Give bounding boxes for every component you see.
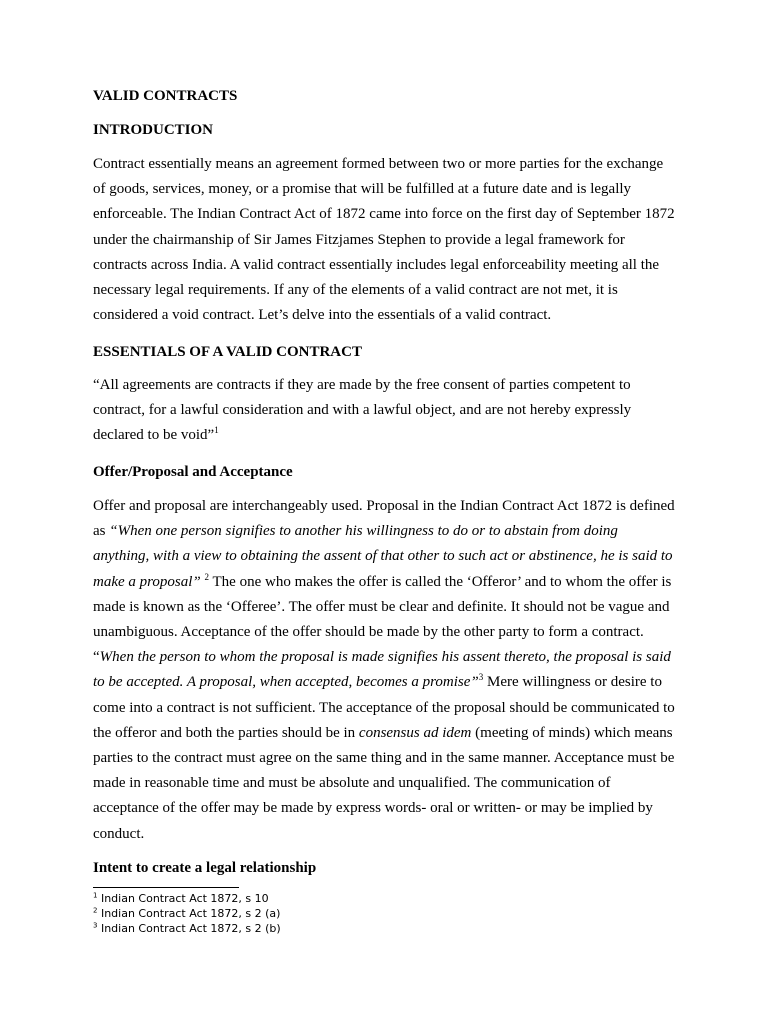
intent-heading: Intent to create a legal relationship <box>93 860 317 876</box>
footnote-2 <box>93 906 281 921</box>
footnote-number: 3 <box>93 921 98 930</box>
footnote-ref-3[interactable]: 3 <box>478 672 484 683</box>
footnote-1 <box>93 891 281 906</box>
proposal-definition: “When one person signifies to another his willingness to do or to abstain from doing anything, with a view to obtaining the assent of that other to such act or abstinence, he is said to make a proposal” <box>93 523 673 590</box>
footnote-separator <box>93 887 239 888</box>
footnote-number: 1 <box>93 891 98 900</box>
document-title: VALID CONTRACTS <box>93 88 238 104</box>
footnote-text: Indian Contract Act 1872, s 2 (b) <box>97 922 281 935</box>
offer-text-4: (meeting of minds) which means parties to the contract must agree on the same thing and in the same manner. Acceptance must be made in reasonable time and must be absolute and unqualified. The communication of acceptance of the offer may be made by express words- oral or written- or may be implied by conduct. <box>93 724 675 842</box>
offer-text-1: Offer and proposal are interchangeably used. Proposal in the Indian Contract Act 1872 is defined as <box>93 498 675 540</box>
footnote-ref-2[interactable]: 2 <box>204 571 210 582</box>
quote-text: “All agreements are contracts if they are made by the free consent of parties competent to contract, for a lawful consideration and with a lawful object, and are not hereby expressly declared to be void” <box>93 377 632 444</box>
introduction-heading: INTRODUCTION <box>93 122 214 138</box>
offer-acceptance-heading: Offer/Proposal and Acceptance <box>93 464 293 480</box>
offer-text-2: The one who makes the offer is called the ‘Offeror’ and to whom the offer is made is known as the ‘Offeree’. The offer must be clear and definite. It should not be vague and unambiguous. Acceptance of the offer should be made by the other party to form a contract. “ <box>93 573 672 666</box>
footnote-text: Indian Contract Act 1872, s 2 (a) <box>97 907 281 920</box>
essentials-quote <box>93 373 677 449</box>
footnotes <box>93 891 281 936</box>
acceptance-definition: When the person to whom the proposal is made signifies his assent thereto, the proposal is said to be accepted. A proposal, when accepted, becomes a promise” <box>93 649 671 691</box>
offer-text-3: Mere willingness or desire to come into a contract is not sufficient. The acceptance of the proposal should be communicated to the offeror and both the parties should be in <box>93 674 675 741</box>
footnote-3 <box>93 921 281 936</box>
introduction-paragraph: Contract essentially means an agreement formed between two or more parties for the exchange of goods, services, money, or a promise that will be fulfilled at a future date and is legally enforceable. The Indian Contract Act of 1872 came into force on the first day of September 1872 under the chairmanship of Sir James Fitzjames Stephen to provide a legal framework for contracts across India. A valid contract essentially includes legal enforceability meeting all the necessary legal requirements. If any of the elements of a valid contract are not met, it is considered a void contract. Let’s delve into the essentials of a valid contract. <box>93 156 675 324</box>
footnote-text: Indian Contract Act 1872, s 10 <box>97 892 269 905</box>
footnote-number: 2 <box>93 906 98 915</box>
offer-paragraph <box>93 494 677 847</box>
consensus-term: consensus ad idem <box>358 724 472 741</box>
footnote-ref-1[interactable]: 1 <box>214 425 219 436</box>
essentials-heading: ESSENTIALS OF A VALID CONTRACT <box>93 344 362 360</box>
